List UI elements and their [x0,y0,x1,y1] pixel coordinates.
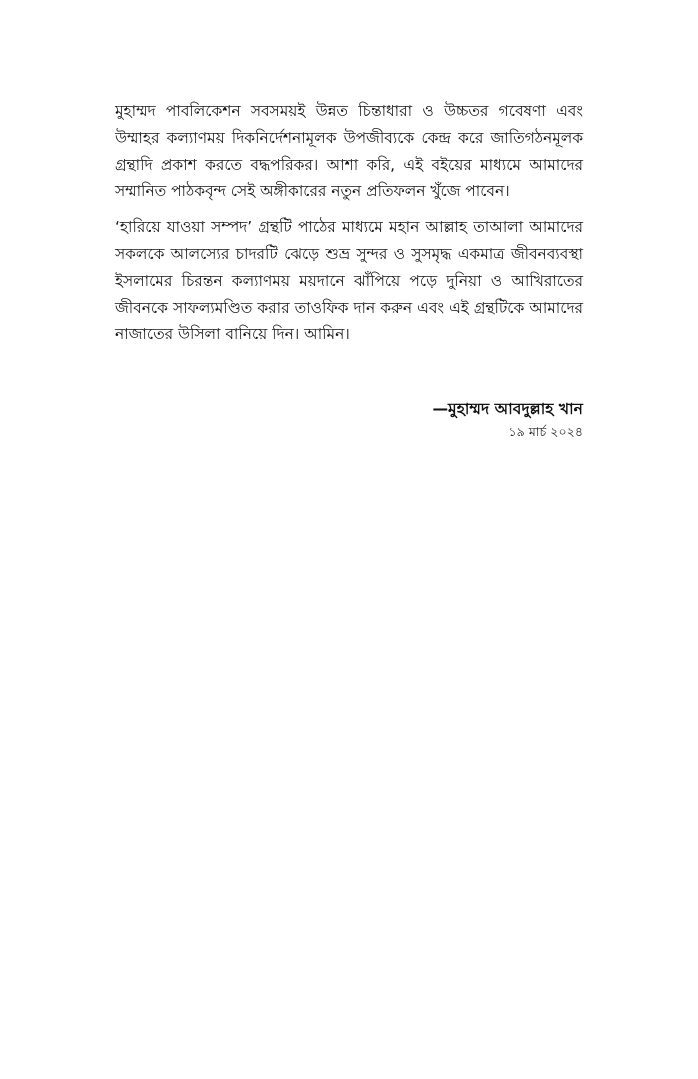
signature-date: ১৯ মার্চ ২০২৪ [508,424,583,439]
paragraph-prayer: ‘হারিয়ে যাওয়া সম্পদ’ গ্রন্থটি পাঠের মাধ্যমে মহান আল্লাহ তাআলা আমাদের সকলকে আলস্যের চাদরটি ঝেড়ে শুভ্র সুন্দর ও সুসমৃদ্ধ একমাত্র জীবনব্যবস্থা ইসলামের চিরন্তন কল্যাণময় ময়দানে ঝাঁপিয়ে পড়ে দুনিয়া ও আখিরাতের জীবনকে সাফল্যমণ্ডিত করার তাওফিক দান করুন এবং এই গ্রন্থটিকে আমাদের নাজাতের উসিলা বানিয়ে দিন। আমিন। [115,218,583,344]
paragraph-publisher-intent: মুহাম্মদ পাবলিকেশন সবসময়ই উন্নত চিন্তাধারা ও উচ্চতর গবেষণা এবং উম্মাহর কল্যাণময় দিকনির্দেশনামূলক উপজীব্যকে কেন্দ্র করে জাতিগঠনমূলক গ্রন্থাদি প্রকাশ করতে বদ্ধপরিকর। আশা করি, এই বইয়ের মাধ্যমে আমাদের সম্মানিত পাঠকবৃন্দ সেই অঙ্গীকারের নতুন প্রতিফলন খুঁজে পাবেন। [115,102,583,201]
signature-block [432,397,583,441]
preface-text [115,98,583,348]
author-signature: —মুহাম্মদ আবদুল্লাহ খান [432,400,583,418]
